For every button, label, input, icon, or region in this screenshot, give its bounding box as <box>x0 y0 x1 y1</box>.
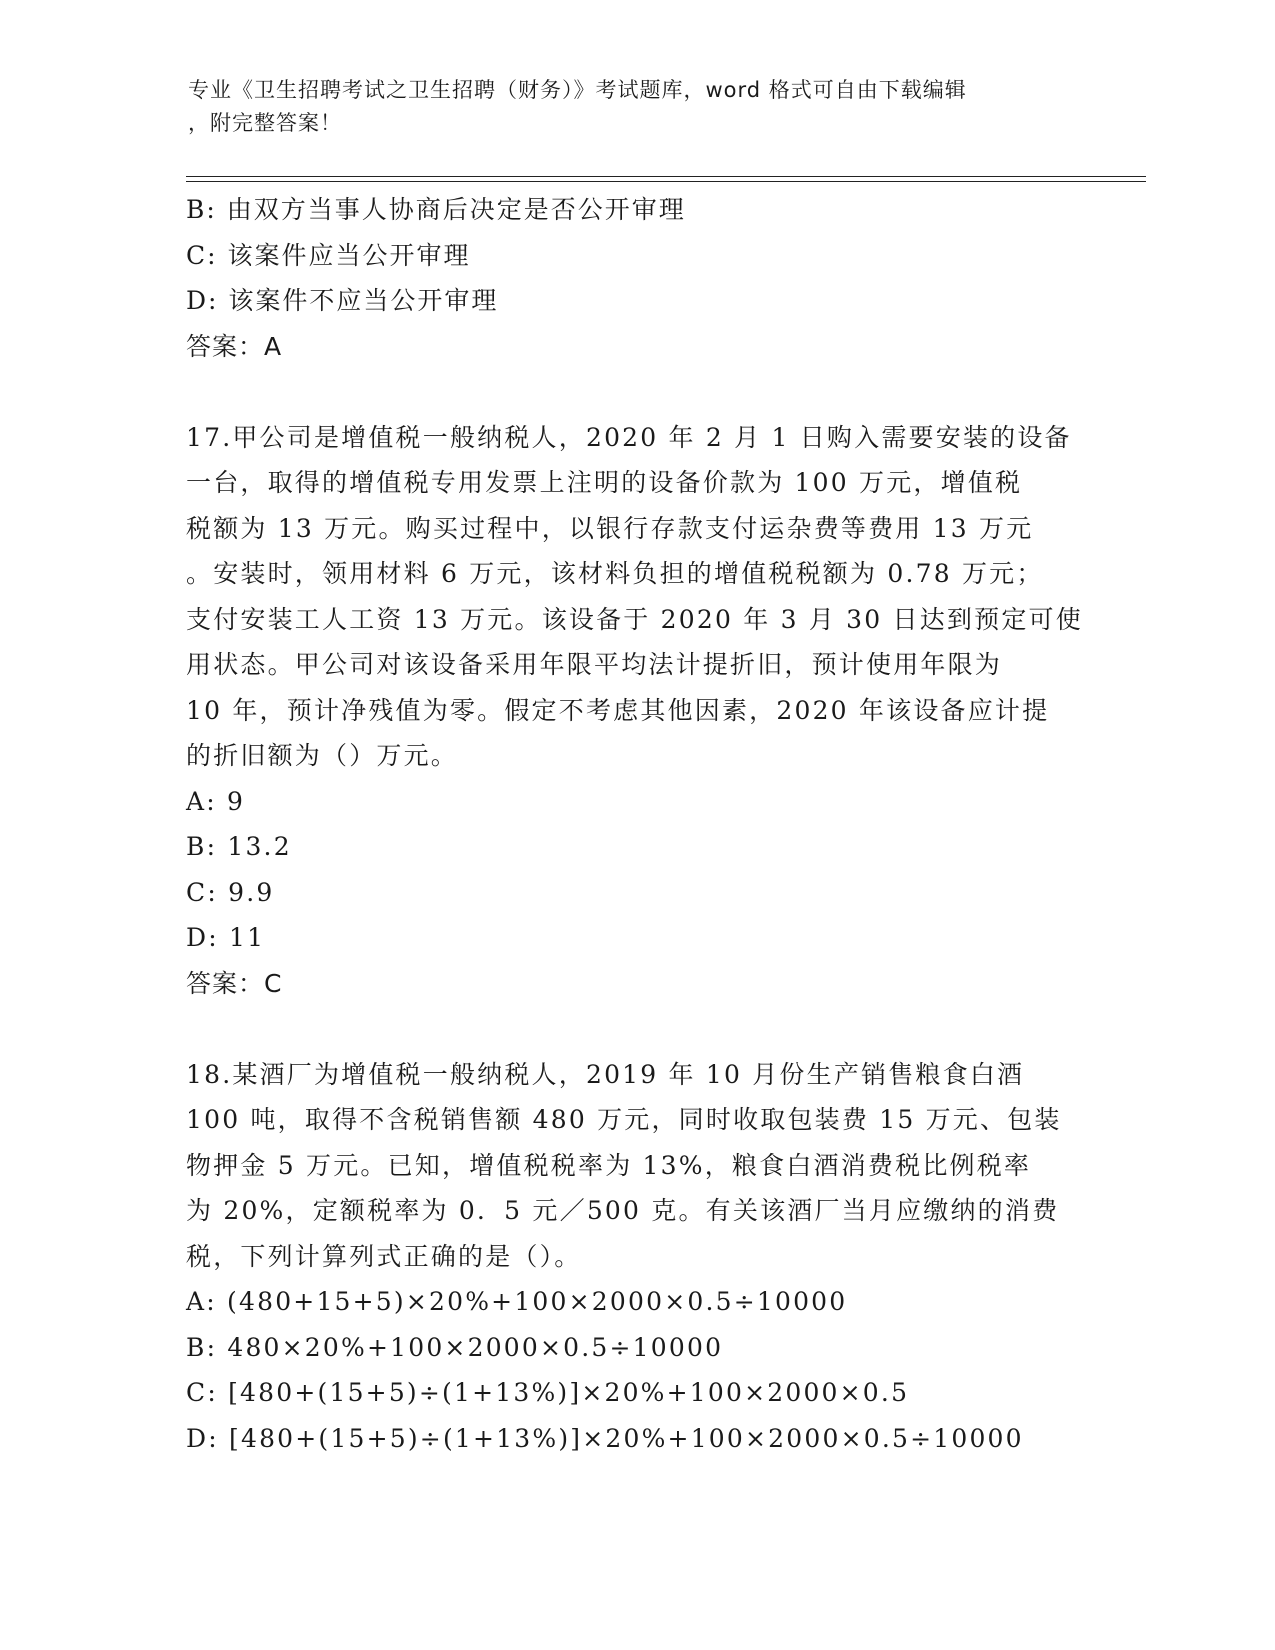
option-d: D: [480+(15+5)÷(1+13%)]×20%+100×2000×0.5÷10000 <box>186 1423 1024 1453</box>
question-text-line: 为 20%，定额税率为 0．5 元／500 克。有关该酒厂当月应缴纳的消费 <box>186 1196 1060 1225</box>
header-line-2: ，附完整答案！ <box>188 111 342 135</box>
question-text-line: 100 吨，取得不含税销售额 480 万元，同时收取包装费 15 万元、包装 <box>186 1105 1062 1134</box>
option-c: C: 9.9 <box>186 877 275 907</box>
answer-line: 答案：C <box>186 968 283 998</box>
option-a: A: (480+15+5)×20%+100×2000×0.5÷10000 <box>186 1287 848 1316</box>
question-18 <box>186 1052 1086 1462</box>
spacer <box>186 1006 1086 1052</box>
question-text-line: 。安装时，领用材料 6 万元，该材料负担的增值税税额为 0.78 万元； <box>186 559 1044 588</box>
document-header <box>188 74 1068 140</box>
question-text-line: 一台，取得的增值税专用发票上注明的设备价款为 100 万元，增值税 <box>186 468 1023 497</box>
header-divider <box>186 176 1146 182</box>
question-text-line: 的折旧额为（）万元。 <box>186 741 459 770</box>
option-b: B: 480×20%+100×2000×0.5÷10000 <box>186 1332 724 1362</box>
option-d: D: 该案件不应当公开审理 <box>186 286 499 315</box>
previous-question <box>186 187 1086 369</box>
option-d: D: 11 <box>186 923 266 952</box>
option-a: A: 9 <box>186 786 246 816</box>
question-text-line: 18.某酒厂为增值税一般纳税人，2019 年 10 月份生产销售粮食白酒 <box>186 1059 1025 1089</box>
spacer <box>186 369 1086 415</box>
question-text-line: 用状态。甲公司对该设备采用年限平均法计提折旧，预计使用年限为 <box>186 650 1003 679</box>
option-b: B: 由双方当事人协商后决定是否公开审理 <box>186 195 686 224</box>
option-c: C: [480+(15+5)÷(1+13%)]×20%+100×2000×0.5 <box>186 1378 910 1407</box>
question-text-line: 支付安装工人工资 13 万元。该设备于 2020 年 3 月 30 日达到预定可使 <box>186 604 1083 634</box>
question-text-line: 物押金 5 万元。已知，增值税税率为 13%，粮食白酒消费税比例税率 <box>186 1150 1032 1180</box>
answer-line: 答案：A <box>186 331 283 361</box>
header-line-1: 专业《卫生招聘考试之卫生招聘（财务）》考试题库，word 格式可自由下载编辑 <box>188 78 967 102</box>
option-b: B: 13.2 <box>186 832 292 861</box>
question-17 <box>186 415 1086 1007</box>
question-text-line: 17.甲公司是增值税一般纳税人，2020 年 2 月 1 日购入需要安装的设备 <box>186 422 1072 452</box>
option-c: C: 该案件应当公开审理 <box>186 240 471 270</box>
question-text-line: 税，下列计算列式正确的是（）。 <box>186 1241 582 1271</box>
question-text-line: 10 年，预计净残值为零。假定不考虑其他因素，2020 年该设备应计提 <box>186 695 1050 725</box>
document-body <box>186 187 1086 1461</box>
question-text-line: 税额为 13 万元。购买过程中，以银行存款支付运杂费等费用 13 万元 <box>186 513 1034 543</box>
